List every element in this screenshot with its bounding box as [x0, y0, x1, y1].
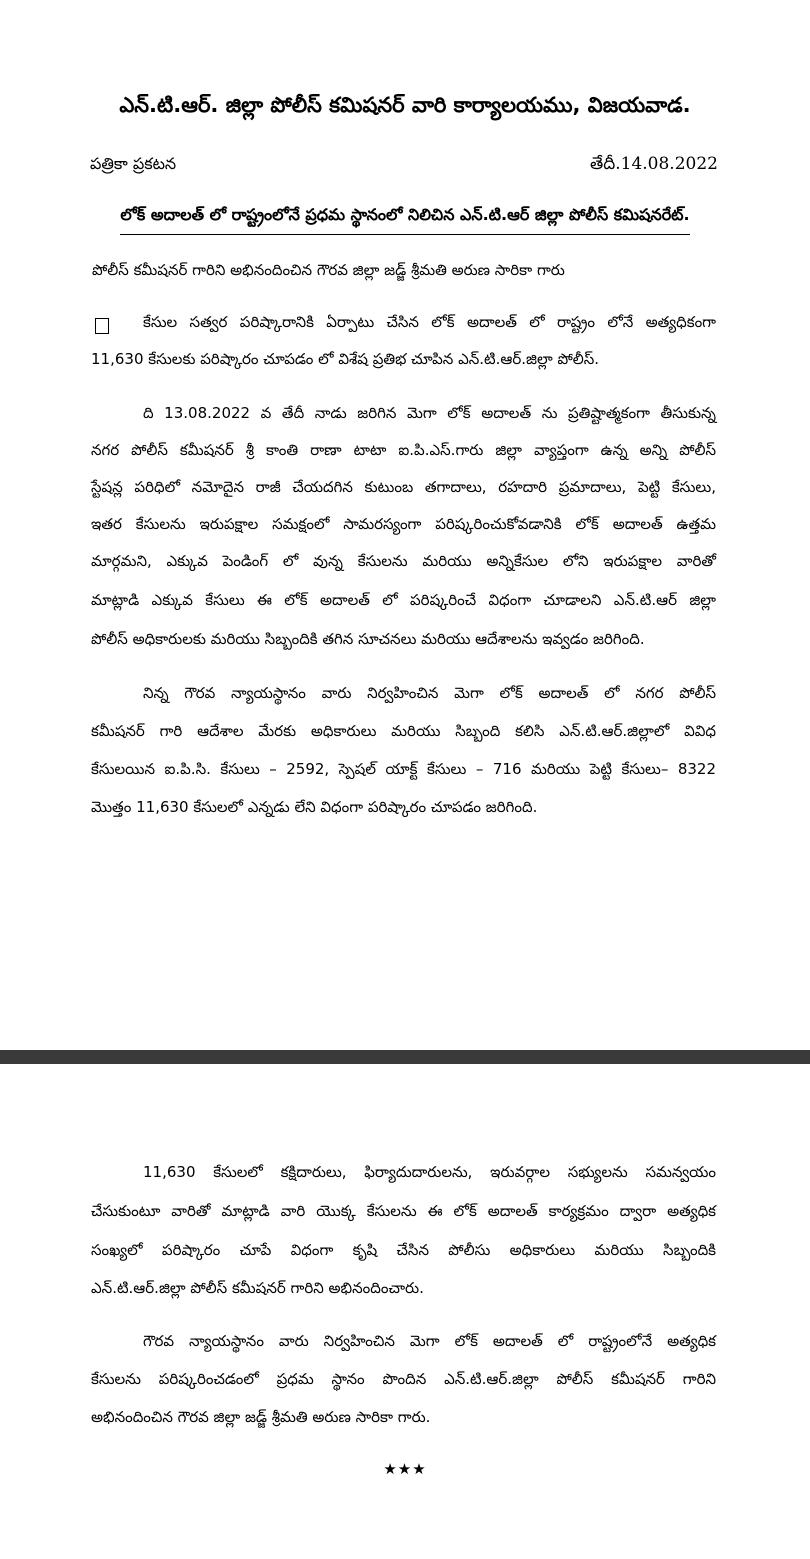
paragraph-line: సంఖ్యలో పరిష్కారం చూపే విధంగా కృషి చేసిన పోలీసు అధికారులు మరియు సిబ్బందికి — [91, 1241, 716, 1259]
paragraph-line: అభినందించిన గౌరవ జిల్లా జడ్జ్ శ్రీమతి అరుణ సారికా గారు. — [91, 1408, 431, 1426]
headline — [0, 205, 810, 228]
subheadline: పోలీస్ కమీషనర్ గారిని అభినందించిన గౌరవ జిల్లా జడ్జ్ శ్రీమతి అరుణ సారికా గారు — [92, 261, 565, 279]
paragraph-line: పోలీస్ అధికారులకు మరియు సిబ్బందికి తగిన సూచనలు మరియు ఆదేశాలను ఇవ్వడం జరిగింది. — [91, 630, 645, 648]
page-divider — [0, 1050, 810, 1064]
press-note-label: పత్రికా ప్రకటన — [90, 154, 177, 173]
paragraph-line: గౌరవ న్యాయస్థానం వారు నిర్వహించిన మెగా లోక్ అదాలత్ లో రాష్ట్రంలోనే అత్యధిక — [143, 1332, 716, 1350]
date-label: తేదీ.14.08.2022 — [590, 154, 718, 174]
paragraph-line: మార్గమని, ఎక్కువ పెండింగ్ లో వున్న కేసులను మరియు అన్నికేసుల లోని ఇరుపక్షాల వారితో — [91, 552, 716, 570]
paragraph-line: నిన్న గౌరవ న్యాయస్థానం వారు నిర్వహించిన మెగా లోక్ అదాలత్ లో నగర పోలీస్ — [143, 684, 716, 702]
paragraph-line: కమీషనర్ గారి ఆదేశాల మేరకు అధికారులు మరియు సిబ్బంది కలిసి ఎన్.టి.ఆర్.జిల్లాలో వివిధ — [91, 722, 716, 740]
paragraph-line: ఎన్.టి.ఆర్.జిల్లా పోలీస్ కమీషనర్ గారిని అభినందించారు. — [91, 1279, 424, 1297]
paragraph-line: చేసుకుంటూ వారితో మాట్లాడి వారి యొక్క కేసులను ఈ లోక్ అదాలత్ కార్యక్రమం ద్వారా అత్యధిక — [91, 1202, 716, 1220]
paragraph-line: స్టేషన్ల పరిధిలో నమోదైన రాజీ చేయదగిన కుటుంబ తగాదాలు, రహదారి ప్రమాదాలు, పెట్టి కేసులు, — [91, 478, 716, 496]
document-page-2 — [0, 1064, 810, 1559]
bullet-checkbox-icon — [95, 318, 109, 334]
office-title: ఎన్.టి.ఆర్. జిల్లా పోలీస్ కమిషనర్ వారి కార్యాలయము, విజయవాడ. — [119, 93, 691, 117]
bullet-line: కేసుల సత్వర పరిష్కారానికి ఏర్పాటు చేసిన లోక్ అదాలత్ లో రాష్ట్రం లోనే అత్యధికంగా — [143, 313, 716, 331]
paragraph-line: నగర పోలీస్ కమీషనర్ శ్రీ కాంతి రాణా టాటా ఐ.పి.ఎస్.గారు జిల్లా వ్యాప్తంగా ఉన్న అన్ని పోలీస్ — [91, 441, 716, 459]
bullet-line: 11,630 కేసులకు పరిష్కారం చూపడం లో విశేష ప్రతిభ చూపిన ఎన్.టి.ఆర్.జిల్లా పోలీస్. — [91, 350, 600, 368]
paragraph-line: కేసులయిన ఐ.పి.సి. కేసులు – 2592, స్పెషల్ యాక్ట్ కేసులు – 716 మరియు పెట్టి కేసులు– 8322 — [91, 760, 716, 778]
headline-text: లోక్ అదాలత్ లో రాష్ట్రంలోనే ప్రధమ స్థానంలో నిలిచిన ఎన్.టి.ఆర్ జిల్లా పోలీస్ కమిషనరేట్. — [120, 205, 689, 235]
paragraph-line: ఇతర కేసులను ఇరుపక్షాల సమక్షంలో సామరస్యంగా పరిష్కరించుకోవడానికి లోక్ అదాలత్ ఉత్తమ — [91, 515, 716, 533]
paragraph-line: 11,630 కేసులలో కక్షిదారులు, ఫిర్యాదుదారులను, ఇరువర్గాల సభ్యులను సమన్వయం — [143, 1163, 716, 1181]
end-stars: ★★★ — [383, 1460, 427, 1478]
paragraph-line: మాట్లాడి ఎక్కువ కేసులు ఈ లోక్ అదాలత్ లో పరిష్కరించే విధంగా చూడాలని ఎన్.టి.ఆర్ జిల్లా — [91, 591, 716, 609]
paragraph-line: కేసులను పరిష్కరించడంలో ప్రధమ స్థానం పొందిన ఎన్.టి.ఆర్.జిల్లా పోలీస్ కమీషనర్ గారిని — [91, 1370, 716, 1388]
paragraph-line: మొత్తం 11,630 కేసులలో ఎన్నడు లేని విధంగా పరిష్కారం చూపడం జరిగింది. — [91, 798, 538, 816]
paragraph-line: ది 13.08.2022 వ తేదీ నాడు జరిగిన మెగా లోక్ అదాలత్ ను ప్రతిష్టాత్మకంగా తీసుకున్న — [143, 404, 716, 422]
